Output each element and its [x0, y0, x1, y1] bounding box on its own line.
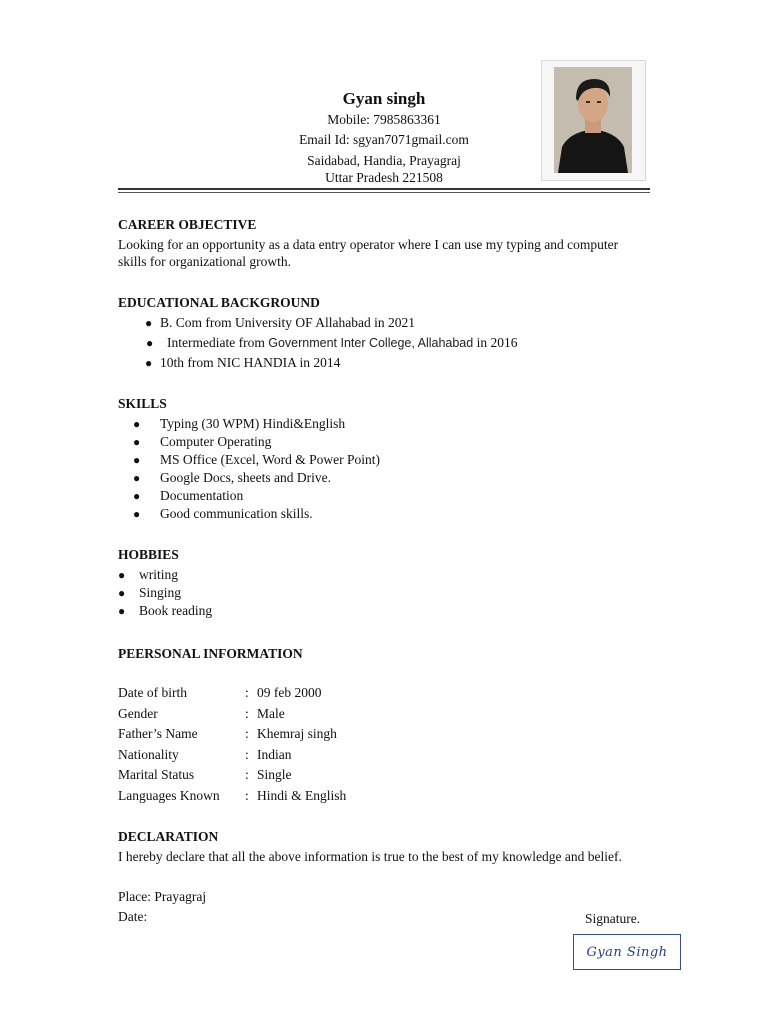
skills-section: [118, 395, 658, 523]
education-item: ● B. Com from University OF Allahabad in 2021: [145, 315, 415, 330]
skill-item: ● Typing (30 WPM) Hindi&English: [133, 416, 346, 431]
education-title: EDUCATIONAL BACKGROUND: [118, 295, 320, 310]
hobby-item: ● Singing: [118, 585, 182, 600]
education-section: [118, 294, 658, 372]
hobby-item: ● writing: [118, 567, 178, 582]
skill-item: ● MS Office (Excel, Word & Power Point): [133, 452, 381, 467]
education-item: ● 10th from NIC HANDIA in 2014: [145, 355, 341, 370]
education-item: ● Intermediate from Government Inter College, Allahabad in 2016: [146, 335, 518, 350]
candidate-name: Gyan singh: [342, 89, 426, 108]
personal-info-section: [118, 645, 658, 806]
education-list: [118, 314, 658, 372]
hobbies-list: [118, 566, 658, 620]
skill-item: ● Documentation: [133, 488, 244, 503]
declaration-section: [118, 828, 658, 927]
profile-photo: [541, 60, 646, 181]
signature-label: Signature.: [585, 911, 641, 926]
info-row-dob: Date of birth : 09 feb 2000: [118, 685, 322, 700]
skill-item: ● Good communication skills.: [133, 506, 313, 521]
header-divider-thick: [118, 188, 650, 190]
career-objective-line-2: skills for organizational growth.: [118, 254, 291, 269]
personal-info-title: PEERSONAL INFORMATION: [118, 646, 303, 661]
skill-item: ● Google Docs, sheets and Drive.: [133, 470, 331, 485]
career-objective-line-1: Looking for an opportunity as a data entry operator where I can use my typing and computer: [118, 237, 619, 252]
header-divider-thin: [118, 192, 650, 193]
hobbies-title: HOBBIES: [118, 547, 179, 562]
handwritten-signature: Gyan Singh: [586, 944, 668, 960]
email-line: Email Id: sgyan7071gmail.com: [299, 132, 469, 147]
skills-list: [118, 415, 658, 523]
skill-item: ● Computer Operating: [133, 434, 272, 449]
info-row-marital-status: Marital Status : Single: [118, 767, 292, 782]
info-row-languages: Languages Known : Hindi & English: [118, 787, 347, 803]
signature-box: [573, 934, 681, 970]
declaration-title: DECLARATION: [118, 829, 219, 844]
info-row-father-name: Father’s Name : Khemraj singh: [118, 726, 337, 741]
hobby-item: ● Book reading: [118, 603, 213, 618]
college-name: Government Inter College, Allahabad: [268, 336, 474, 350]
mobile-line: Mobile: 7985863361: [327, 112, 441, 127]
place-line: Place: Prayagraj: [118, 889, 207, 904]
career-objective-title: CAREER OBJECTIVE: [118, 217, 257, 232]
address-line-2: Uttar Pradesh 221508: [325, 170, 443, 185]
hobbies-section: [118, 546, 658, 620]
portrait-image: [554, 67, 632, 173]
address-line-1: Saidabad, Handia, Prayagraj: [307, 153, 461, 168]
info-row-nationality: Nationality : Indian: [118, 746, 292, 762]
career-objective-section: [118, 216, 658, 270]
declaration-text: I hereby declare that all the above information is true to the best of my knowledge and belief.: [118, 849, 622, 864]
date-line: Date:: [118, 909, 148, 924]
skills-title: SKILLS: [118, 396, 167, 411]
info-row-gender: Gender : Male: [118, 705, 285, 721]
